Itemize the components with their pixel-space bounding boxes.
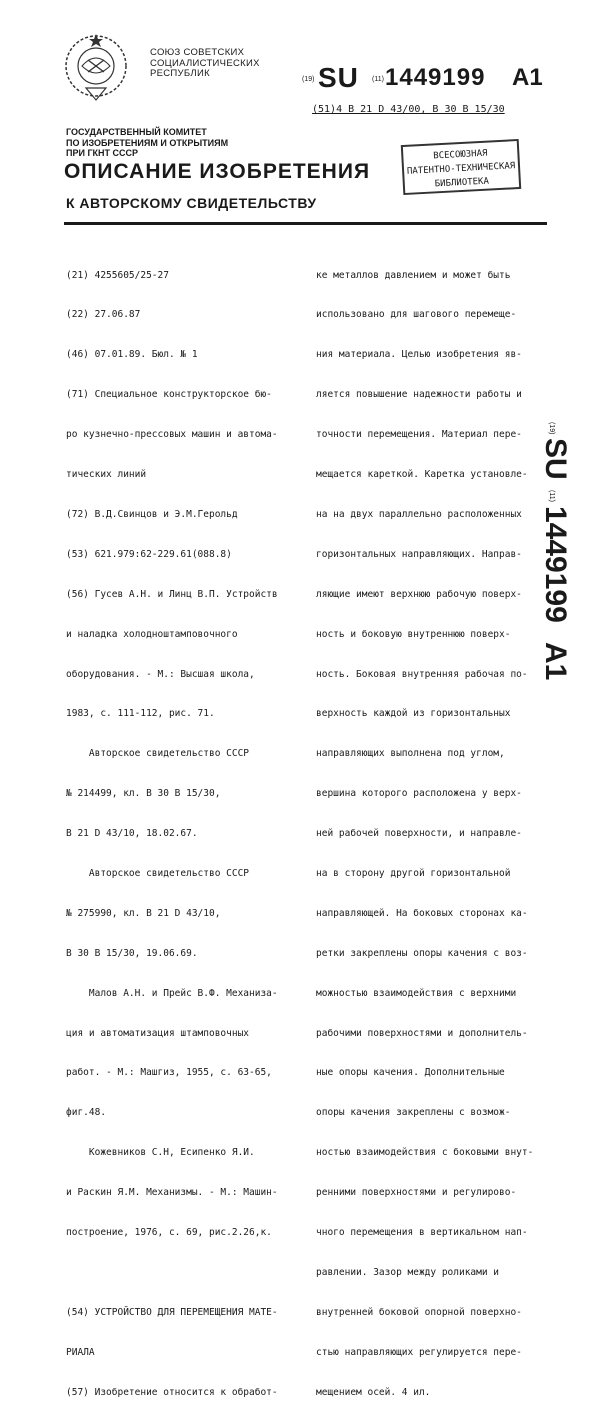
- title-rule: [64, 222, 547, 225]
- committee-line: ПРИ ГКНТ СССР: [66, 148, 139, 158]
- code-prefix: (19): [302, 76, 315, 83]
- text-line: Кожевников С.Н, Есипенко Я.И.: [66, 1147, 255, 1159]
- library-stamp: [401, 139, 521, 195]
- stamp-line: БИБЛИОТЕКА: [434, 176, 490, 190]
- text-line: ность и боковую внутреннюю поверх-: [316, 628, 511, 640]
- text-line: направляющих выполнена под углом,: [316, 748, 505, 760]
- text-line: Малов А.Н. и Прейс В.Ф. Механиза-: [66, 987, 278, 999]
- text-line: верхность каждой из горизонтальных: [316, 708, 511, 720]
- text-line: направляющей. На боковых сторонах ка-: [316, 907, 528, 919]
- text-line: В 30 В 15/30, 19.06.69.: [66, 947, 198, 959]
- text-line: (53) 621.979:62-229.61(088.8): [66, 548, 232, 560]
- left-column: [66, 242, 298, 1412]
- text-line: В 21 D 43/10, 18.02.67.: [66, 828, 198, 840]
- text-line: фиг.48.: [66, 1107, 107, 1119]
- text-line: ретки закреплены опоры качения с воз-: [316, 947, 528, 959]
- text-line: Авторское свидетельство СССР: [66, 867, 250, 879]
- text-line: (22) 27.06.87: [66, 309, 141, 321]
- side-prefix-a: (19): [548, 422, 555, 435]
- text-line: стью направляющих регулируется пере-: [316, 1346, 522, 1358]
- text-line: ция и автоматизация штамповочных: [66, 1027, 250, 1039]
- text-line: (56) Гусев А.Н. и Линц В.П. Устройств: [66, 588, 278, 600]
- committee-line: ГОСУДАРСТВЕННЫЙ КОМИТЕТ: [66, 127, 207, 137]
- right-column: [316, 242, 544, 1412]
- text-line: № 275990, кл. В 21 D 43/10,: [66, 907, 221, 919]
- text-line: на в сторону другой горизонтальной: [316, 867, 511, 879]
- text-line: на на двух параллельно расположенных: [316, 508, 522, 520]
- text-line: и наладка холодноштамповочного: [66, 628, 238, 640]
- ussr-label: [150, 48, 260, 80]
- text-line: использовано для шагового перемеще-: [316, 309, 517, 321]
- text-line: (71) Специальное конструкторское бю-: [66, 389, 272, 401]
- text-line: ность. Боковая внутренняя рабочая по-: [316, 668, 528, 680]
- text-line: внутренней боковой опорной поверхно-: [316, 1306, 522, 1318]
- text-line: Авторское свидетельство СССР: [66, 748, 250, 760]
- side-country: SU: [539, 438, 572, 480]
- text-line: (72) В.Д.Свинцов и Э.М.Герольд: [66, 508, 238, 520]
- code-kind: A1: [512, 64, 543, 91]
- code-country: SU: [318, 62, 359, 93]
- text-line: тических линий: [66, 469, 147, 481]
- document-title: ОПИСАНИЕ ИЗОБРЕТЕНИЯ: [64, 160, 371, 183]
- text-line: работ. - М.: Машгиз, 1955, с. 63-65,: [66, 1067, 272, 1079]
- classification: (51)4 В 21 D 43/00, В 30 В 15/30: [312, 104, 505, 115]
- code-mid: (11): [372, 76, 384, 83]
- text-line: (54) УСТРОЙСТВО ДЛЯ ПЕРЕМЕЩЕНИЯ МАТЕ-: [66, 1306, 278, 1318]
- committee-line: ПО ИЗОБРЕТЕНИЯМ И ОТКРЫТИЯМ: [66, 137, 229, 148]
- text-line: чного перемещения в вертикальном нап-: [316, 1226, 528, 1238]
- text-line: равлении. Зазор между роликами и: [316, 1266, 500, 1278]
- text-line: оборудования. - М.: Высшая школа,: [66, 668, 255, 680]
- text-line: построение, 1976, с. 69, рис.2.26,к.: [66, 1226, 272, 1238]
- text-line: ней рабочей поверхности, и направле-: [316, 828, 522, 840]
- text-line: № 214499, кл. В 30 В 15/30,: [66, 788, 221, 800]
- text-line: мещением осей. 4 ил.: [316, 1386, 431, 1398]
- code-number: 1449199: [385, 64, 486, 91]
- text-line: 1983, с. 111-112, рис. 71.: [66, 708, 215, 720]
- side-number: 1449199: [539, 506, 572, 623]
- text-line: можностью взаимодействия с верхними: [316, 987, 517, 999]
- text-line: (57) Изобретение относится к обработ-: [66, 1386, 278, 1398]
- text-line: вершина которого расположена у верх-: [316, 788, 522, 800]
- ussr-emblem-icon: [58, 30, 134, 106]
- text-line: ляющие имеют верхнюю рабочую поверх-: [316, 588, 522, 600]
- side-kind: A1: [539, 642, 572, 681]
- text-line: ния материала. Целью изобретения яв-: [316, 349, 522, 361]
- text-line: горизонтальных направляющих. Направ-: [316, 548, 522, 560]
- stamp-line: ВСЕСОЮЗНАЯ: [433, 148, 488, 162]
- text-line: ляется повышение надежности работы и: [316, 389, 522, 401]
- ussr-line: СОЦИАЛИСТИЧЕСКИХ: [150, 57, 260, 69]
- ussr-line: РЕСПУБЛИК: [150, 68, 210, 79]
- text-line: опоры качения закреплены с возмож-: [316, 1107, 511, 1119]
- text-line: рабочими поверхностями и дополнитель-: [316, 1027, 528, 1039]
- text-line: ные опоры качения. Дополнительные: [316, 1067, 505, 1079]
- text-line: и Раскин Я.М. Механизмы. - М.: Машин-: [66, 1187, 278, 1199]
- text-line: [66, 1266, 298, 1279]
- ussr-line: СОЮЗ СОВЕТСКИХ: [150, 47, 245, 58]
- document-subtitle: К АВТОРСКОМУ СВИДЕТЕЛЬСТВУ: [66, 195, 317, 211]
- side-patent-code: [534, 420, 590, 690]
- text-line: ренними поверхностями и регулирово-: [316, 1187, 517, 1199]
- text-line: (21) 4255605/25-27: [66, 269, 169, 281]
- text-line: ро кузнечно-прессовых машин и автома-: [66, 429, 278, 441]
- text-line: точности перемещения. Материал пере-: [316, 429, 522, 441]
- text-line: ностью взаимодействия с боковыми внут-: [316, 1147, 534, 1159]
- text-line: ке металлов давлением и может быть: [316, 269, 511, 281]
- text-line: (46) 07.01.89. Бюл. № 1: [66, 349, 198, 361]
- side-prefix-b: (11): [548, 490, 555, 502]
- committee: [66, 127, 228, 159]
- text-line: РИАЛА: [66, 1346, 95, 1358]
- stamp-line: ПАТЕНТНО-ТЕХНИЧЕСКАЯ: [406, 161, 516, 177]
- text-line: мещается кареткой. Каретка установле-: [316, 469, 528, 481]
